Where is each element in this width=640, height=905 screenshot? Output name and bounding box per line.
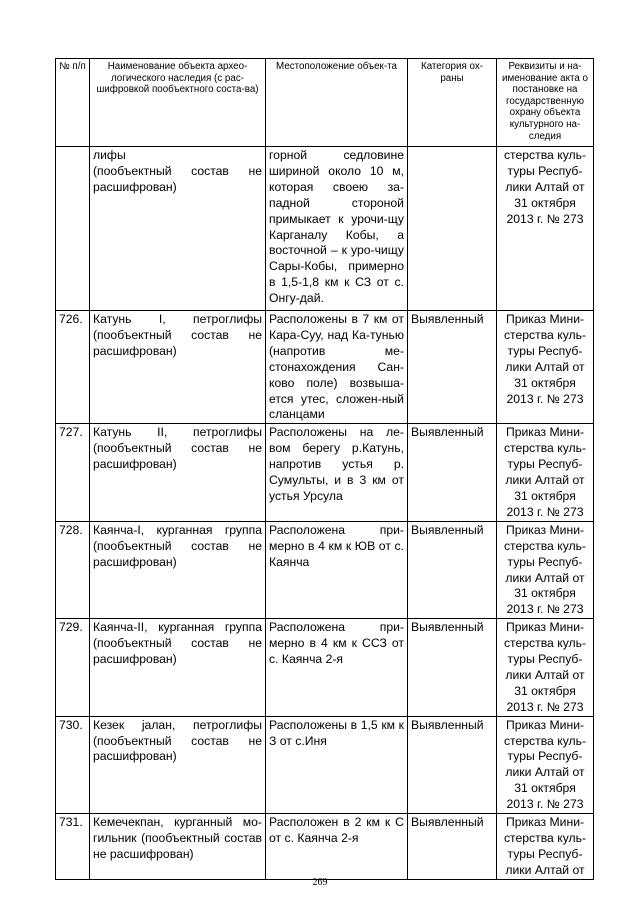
header-name: Наименование объекта архео-логического наследия (с рас-шифровкой пообъектного соста-ва) <box>90 59 266 147</box>
row-category: Выявленный <box>408 716 497 813</box>
row-category <box>408 147 497 311</box>
row-name: Катунь II, петроглифы (пообъектный состав не расшифрован) <box>90 424 266 521</box>
header-num: № п/п <box>56 59 90 147</box>
row-name: Кезек jалан, петроглифы (пообъектный состав не расшифрован) <box>90 716 266 813</box>
row-name: Катунь I, петроглифы (пообъектный состав не расшифрован) <box>90 311 266 424</box>
table-row <box>56 311 594 424</box>
row-category: Выявленный <box>408 521 497 618</box>
row-category: Выявленный <box>408 619 497 716</box>
row-num: 730. <box>56 716 90 813</box>
row-act: Приказ Мини-стерства куль-туры Респуб-лики Алтай от 31 октября 2013 г. № 273 <box>497 424 594 521</box>
row-category: Выявленный <box>408 424 497 521</box>
row-act: Приказ Мини-стерства куль-туры Респуб-лики Алтай от 31 октября 2013 г. № 273 <box>497 716 594 813</box>
row-name: лифы (пообъектный состав не расшифрован) <box>90 147 266 311</box>
row-num: 731. <box>56 814 90 880</box>
table-row <box>56 424 594 521</box>
row-category: Выявленный <box>408 311 497 424</box>
row-act: Приказ Мини-стерства куль-туры Респуб-лики Алтай от 31 октября 2013 г. № 273 <box>497 521 594 618</box>
row-location: Расположена при-мерно в 4 км к ССЗ от с. Каянча 2-я <box>266 619 408 716</box>
row-num: 727. <box>56 424 90 521</box>
register-table <box>55 58 594 880</box>
table-row <box>56 814 594 880</box>
row-name: Кемечекпан, курганный мо-гильник (пообъектный состав не расшифрован) <box>90 814 266 880</box>
header-location: Местоположение объек-та <box>266 59 408 147</box>
row-num: 729. <box>56 619 90 716</box>
row-location: Расположен в 2 км к С от с. Каянча 2-я <box>266 814 408 880</box>
row-location: Расположены в 1,5 км к З от с.Иня <box>266 716 408 813</box>
row-act: Приказ Мини-стерства куль-туры Респуб-лики Алтай от 31 октября 2013 г. № 273 <box>497 619 594 716</box>
row-category: Выявленный <box>408 814 497 880</box>
row-location: Расположены на ле-вом берегу р.Катунь, напротив устья р. Сумульты, и в 3 км от устья Урсула <box>266 424 408 521</box>
row-location: Расположена при-мерно в 4 км к ЮВ от с. Каянча <box>266 521 408 618</box>
row-act: Приказ Мини-стерства куль-туры Респуб-лики Алтай от 31 октября 2013 г. № 273 <box>497 311 594 424</box>
header-category: Категория ох-раны <box>408 59 497 147</box>
header-act: Реквизиты и на-именование акта о постановке на государственную охрану объекта культурного на-следия <box>497 59 594 147</box>
page-number: 269 <box>312 877 328 888</box>
row-location: горной седловине шириной около 10 м, которая своею за-падной стороной примыкает к урочи-щу Карганалу Кобы, а восточной – к уро-чищу Сары-Кобы, примерно в 1,5-1,8 км к СЗ от с. Онгу-дай. <box>266 147 408 311</box>
row-num: 728. <box>56 521 90 618</box>
row-location: Расположены в 7 км от Кара-Суу, над Ка-тунью (напротив ме-стонахождения Сан-ково поле) возвыша-ется утес, сложен-ный сланцами <box>266 311 408 424</box>
row-num: 726. <box>56 311 90 424</box>
row-act: стерства куль-туры Респуб-лики Алтай от 31 октября 2013 г. № 273 <box>497 147 594 311</box>
row-act: Приказ Мини-стерства куль-туры Респуб-лики Алтай от <box>497 814 594 880</box>
table-row <box>56 521 594 618</box>
table-row <box>56 619 594 716</box>
header-row <box>56 59 594 147</box>
row-num <box>56 147 90 311</box>
table-row <box>56 147 594 311</box>
row-name: Каянча-II, курганная группа (пообъектный состав не расшифрован) <box>90 619 266 716</box>
table-row <box>56 716 594 813</box>
row-name: Каянча-I, курганная группа (пообъектный состав не расшифрован) <box>90 521 266 618</box>
